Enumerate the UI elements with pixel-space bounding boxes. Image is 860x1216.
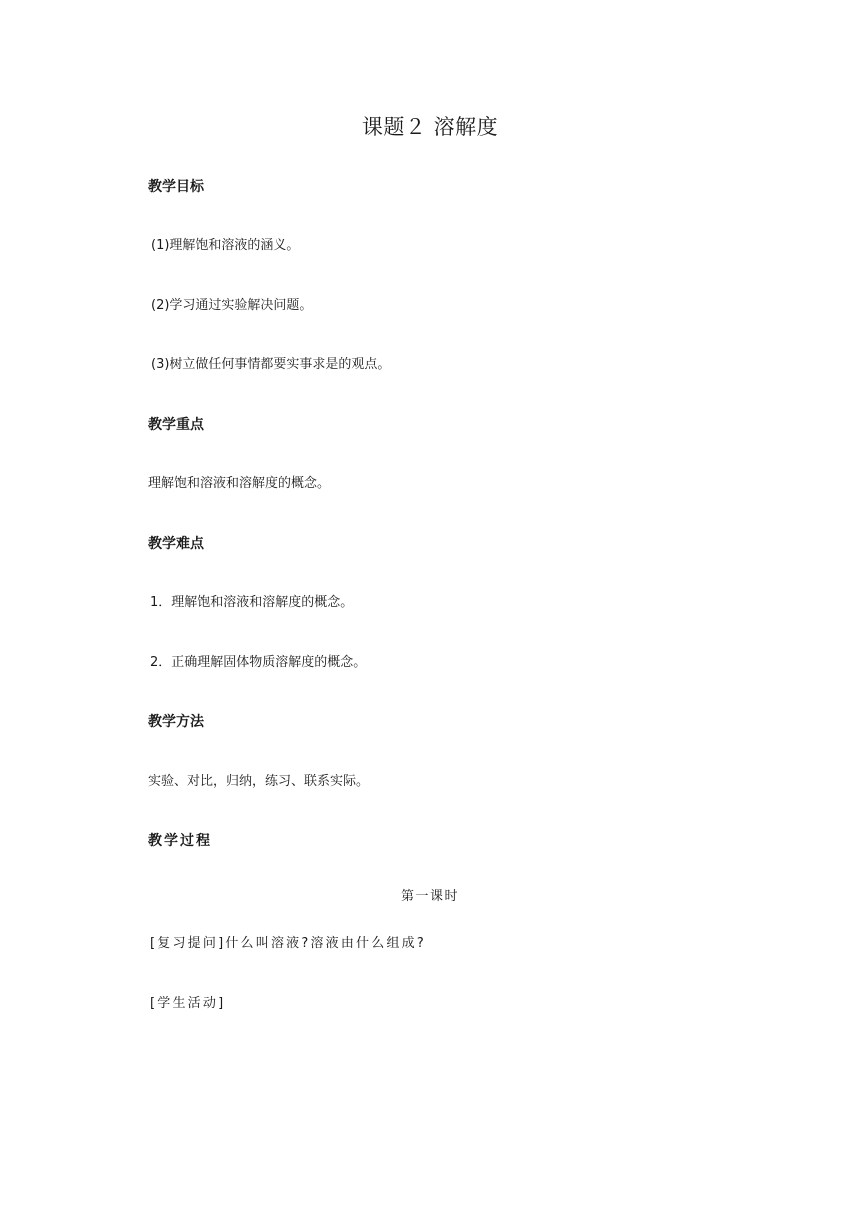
heading-teaching-process: 教学过程 [148,833,212,849]
goal-item-3: (3)树立做任何事情都要实事求是的观点。 [151,357,391,372]
heading-teaching-method: 教学方法 [148,714,204,730]
heading-teaching-focus: 教学重点 [148,417,204,433]
method-text: 实验、对比，归纳，练习、联系实际。 [148,774,370,789]
lesson-label: 第一课时 [400,889,459,904]
heading-teaching-goals: 教学目标 [148,179,204,195]
document-title: 课题２ 溶解度 [361,115,499,139]
difficulty-item-1: 1．理解饱和溶液和溶解度的概念。 [150,595,354,610]
review-question: [复习提问]什么叫溶液?溶液由什么组成? [150,936,426,951]
heading-teaching-difficulty: 教学难点 [148,536,204,552]
difficulty-item-2: 2．正确理解固体物质溶解度的概念。 [150,655,367,670]
focus-text: 理解饱和溶液和溶解度的概念。 [148,476,331,491]
student-activity: [学生活动] [150,996,226,1011]
goal-item-1: (1)理解饱和溶液的涵义。 [151,238,300,253]
goal-item-2: (2)学习通过实验解决问题。 [151,298,313,313]
